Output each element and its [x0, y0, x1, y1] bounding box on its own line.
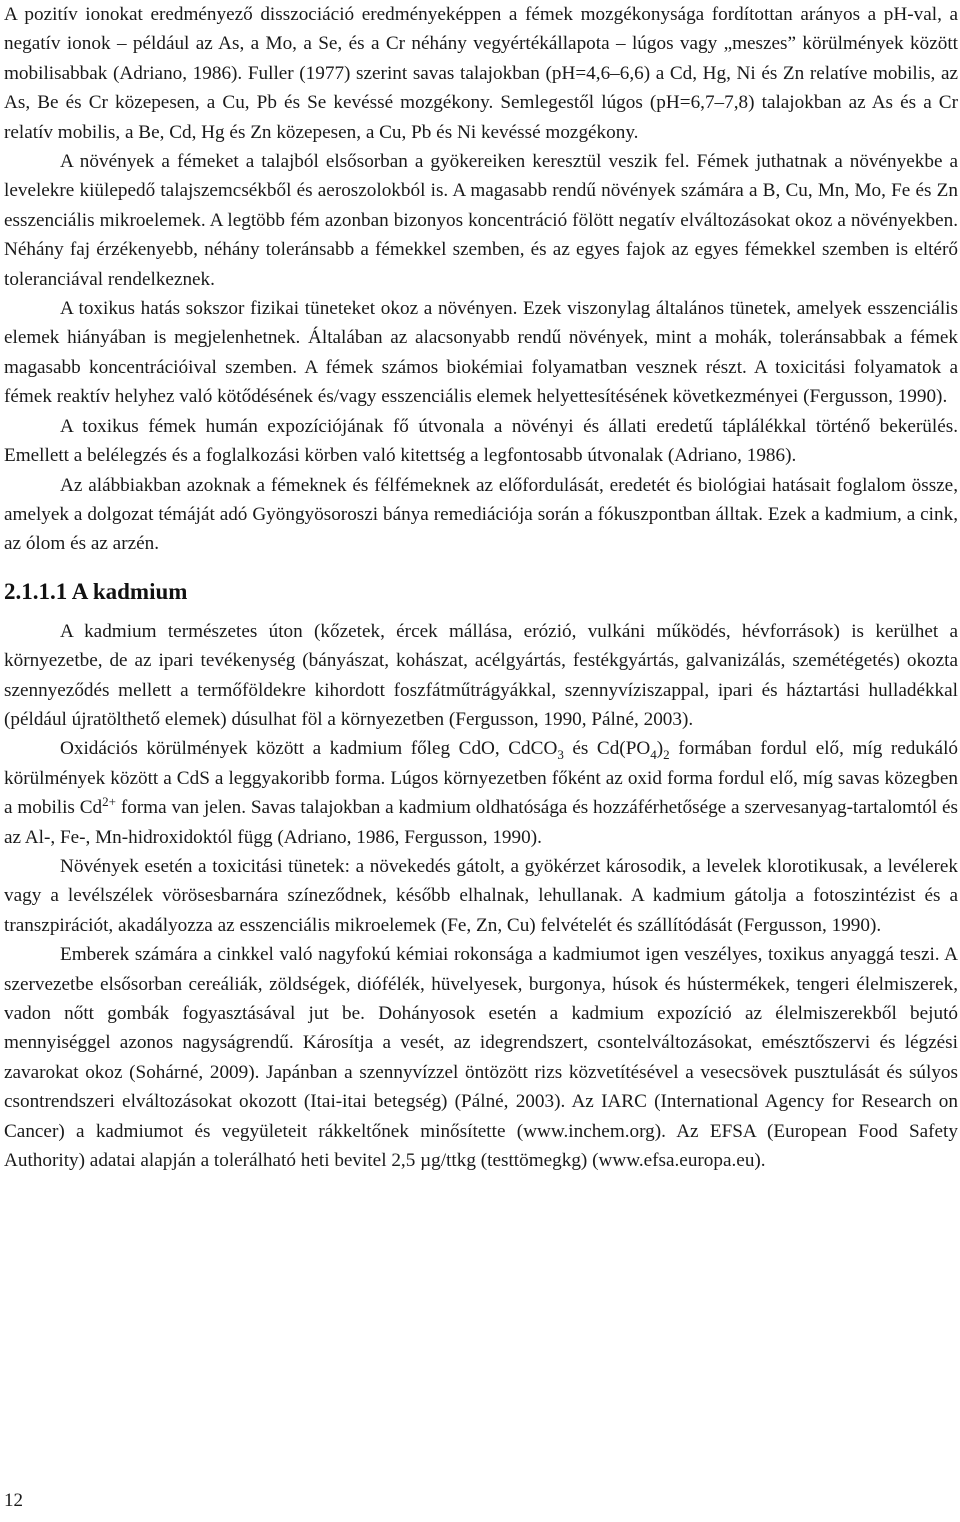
- document-page: [4, 0, 958, 1175]
- text-segment: forma van jelen. Savas talajokban a kadmium oldhatósága és hozzáférhetősége a szervesanyag-tartalomtól és az Al-, Fe-, Mn-hidroxidoktól függ (Adriano, 1986, Fergusson, 1990).: [4, 797, 958, 848]
- paragraph-ph-mobility: A pozitív ionokat eredményező disszociáció eredményeképpen a fémek mozgékonysága fordítottan arányos a pH-val, a negatív ionok – például az As, a Mo, a Se, és a Cr néhány vegyértékállapota – lúgos vagy „meszes” körülmények között mobilisabbak (Adriano, 1986). Fuller (1977) szerint savas talajokban (pH=4,6–6,6) a Cd, Hg, Ni és Zn relatíve mobilis, az As, Be és Cr közepesen, a Cu, Pb és Se kevéssé mozgékony. Semlegestől lúgos (pH=6,7–7,8) talajokban az As és a Cr relatív mobilis, a Be, Cd, Hg és Zn közepesen, a Cu, Pb és Ni kevéssé mozgékony.: [4, 4, 958, 143]
- paragraph-overview: Az alábbiakban azoknak a fémeknek és félfémeknek az előfordulását, eredetét és biológiai hatásait foglalom össze, amelyek a dolgozat témáját adó Gyöngyösoroszi bánya remediációja során a fókuszpontban álltak. Ezek a kadmium, a cink, az ólom és az arzén.: [4, 474, 958, 555]
- text-segment: Oxidációs körülmények között a kadmium főleg CdO, CdCO: [60, 738, 558, 760]
- paragraph-plant-uptake: A növények a fémeket a talajból elsősorban a gyökereiken keresztül veszik fel. Fémek juthatnak a növényekbe a levelekre kiülepedő talajszemcsékből és aeroszolokból is. A magasabb rendű növények számára a B, Cu, Mn, Mo, Fe és Zn esszenciális mikroelemek. A legtöbb fém azonban bizonyos koncentráció fölött negatív elváltozásokat okoz a növényekben. Néhány faj érzékenyebb, néhány toleránsabb a fémekkel szemben, és az egyes fajok az egyes fémekkel szemben is eltérő toleranciával rendelkeznek.: [4, 151, 958, 290]
- paragraph-cadmium-plants: Növények esetén a toxicitási tünetek: a növekedés gátolt, a gyökérzet károsodik, a levelek klorotikusak, a levélerek vagy a levélszélek vörösesbarnára színeződnek, később elhalnak, lehullanak. A kadmium gátolja a fotoszintézist és a transzpirációt, akadályozza az esszenciális mikroelemek (Fe, Zn, Cu) felvételét és szállítódását (Fergusson, 1990).: [4, 855, 958, 936]
- paragraph-cadmium-humans: Emberek számára a cinkkel való nagyfokú kémiai rokonsága a kadmiumot igen veszélyes, toxikus anyaggá teszi. A szervezetbe elsősorban cereáliák, zöldségek, diófélék, hüvelyesek, burgonya, húsok és hústermékek, tengeri élelmiszerek, vadon nőtt gombák fogyasztásával jut be. Dohányosok esetén a kadmium expozíció az élelmiszerekből bejutó mennyiséggel azonos nagyságrendű. Károsítja a vesét, az idegrendszert, csontelváltozásokat, emésztőszervi és légzési zavarokat okoz (Sohárné, 2009). Japánban a szennyvízzel öntözött rizs közvetítésével a vesecsövek pusztulását és súlyos csontrendszeri elváltozásokat okozott (Itai-itai betegség) (Pálné, 2003). Az IARC (International Agency for Research on Cancer) a kadmiumot és vegyületeit rákkeltőnek minősítette (www.inchem.org). Az EFSA (European Food Safety Authority) adatai alapján a tolerálható heti bevitel 2,5 µg/ttkg (testtömegkg) (www.efsa.europa.eu).: [4, 944, 958, 1172]
- paragraph-human-exposure: A toxikus fémek humán expozíciójának fő útvonala a növényi és állati eredetű táplálékkal történő bekerülés. Emellett a belélegzés és a foglalkozási körben való kitettség a legfontosabb útvonalak (Adriano, 1986).: [4, 415, 958, 467]
- subscript: 4: [650, 746, 657, 762]
- subscript: 3: [557, 746, 564, 762]
- text-segment: formában fordul elő, míg redukáló körülmények között a CdS a leggyakoribb forma. Lúgos környezetben főként az oxid forma fordul elő, míg savas közegben a mobilis Cd: [4, 738, 959, 819]
- section-heading-cadmium: [4, 577, 958, 607]
- subscript: 2: [663, 746, 670, 762]
- section-number: 2.1.1.1: [4, 578, 68, 604]
- paragraph-toxic-effects: A toxikus hatás sokszor fizikai tüneteket okoz a növényen. Ezek viszonylag általános tünetek, amelyek esszenciális elemek hiányában is megjelenhetnek. Általában az alacsonyabb rendű növények, mint a mohák, toleránsabbak a fémek magasabb koncentrációival szemben. A fémek számos biokémiai folyamatban vesznek részt. A toxicitási folyamatok a fémek reaktív helyhez való kötődésének és/vagy esszenciális elemek helyettesítésének következményei (Fergusson, 1990).: [4, 298, 958, 408]
- paragraph-cadmium-sources: A kadmium természetes úton (kőzetek, ércek mállása, erózió, vulkáni működés, hévforrások) is kerülhet a környezetbe, de az ipari tevékenység (bányászat, kohászat, acélgyártás, festékgyártás, galvanizálás, szemétégetés) okozta szennyeződés mellett a termőföldekre kihordott foszfátműtrágyákkal, szennyvíziszappal, ipari és háztartási hulladékkal (például újratölthető elemek) dúsulhat föl a környezetben (Fergusson, 1990, Pálné, 2003).: [4, 620, 958, 730]
- section-title: A kadmium: [71, 578, 188, 604]
- superscript: 2+: [102, 793, 116, 809]
- text-segment: és Cd(PO: [563, 738, 651, 760]
- page-number: 12: [4, 1490, 23, 1511]
- text-segment: ): [656, 738, 664, 760]
- paragraph-cadmium-forms: [4, 734, 958, 852]
